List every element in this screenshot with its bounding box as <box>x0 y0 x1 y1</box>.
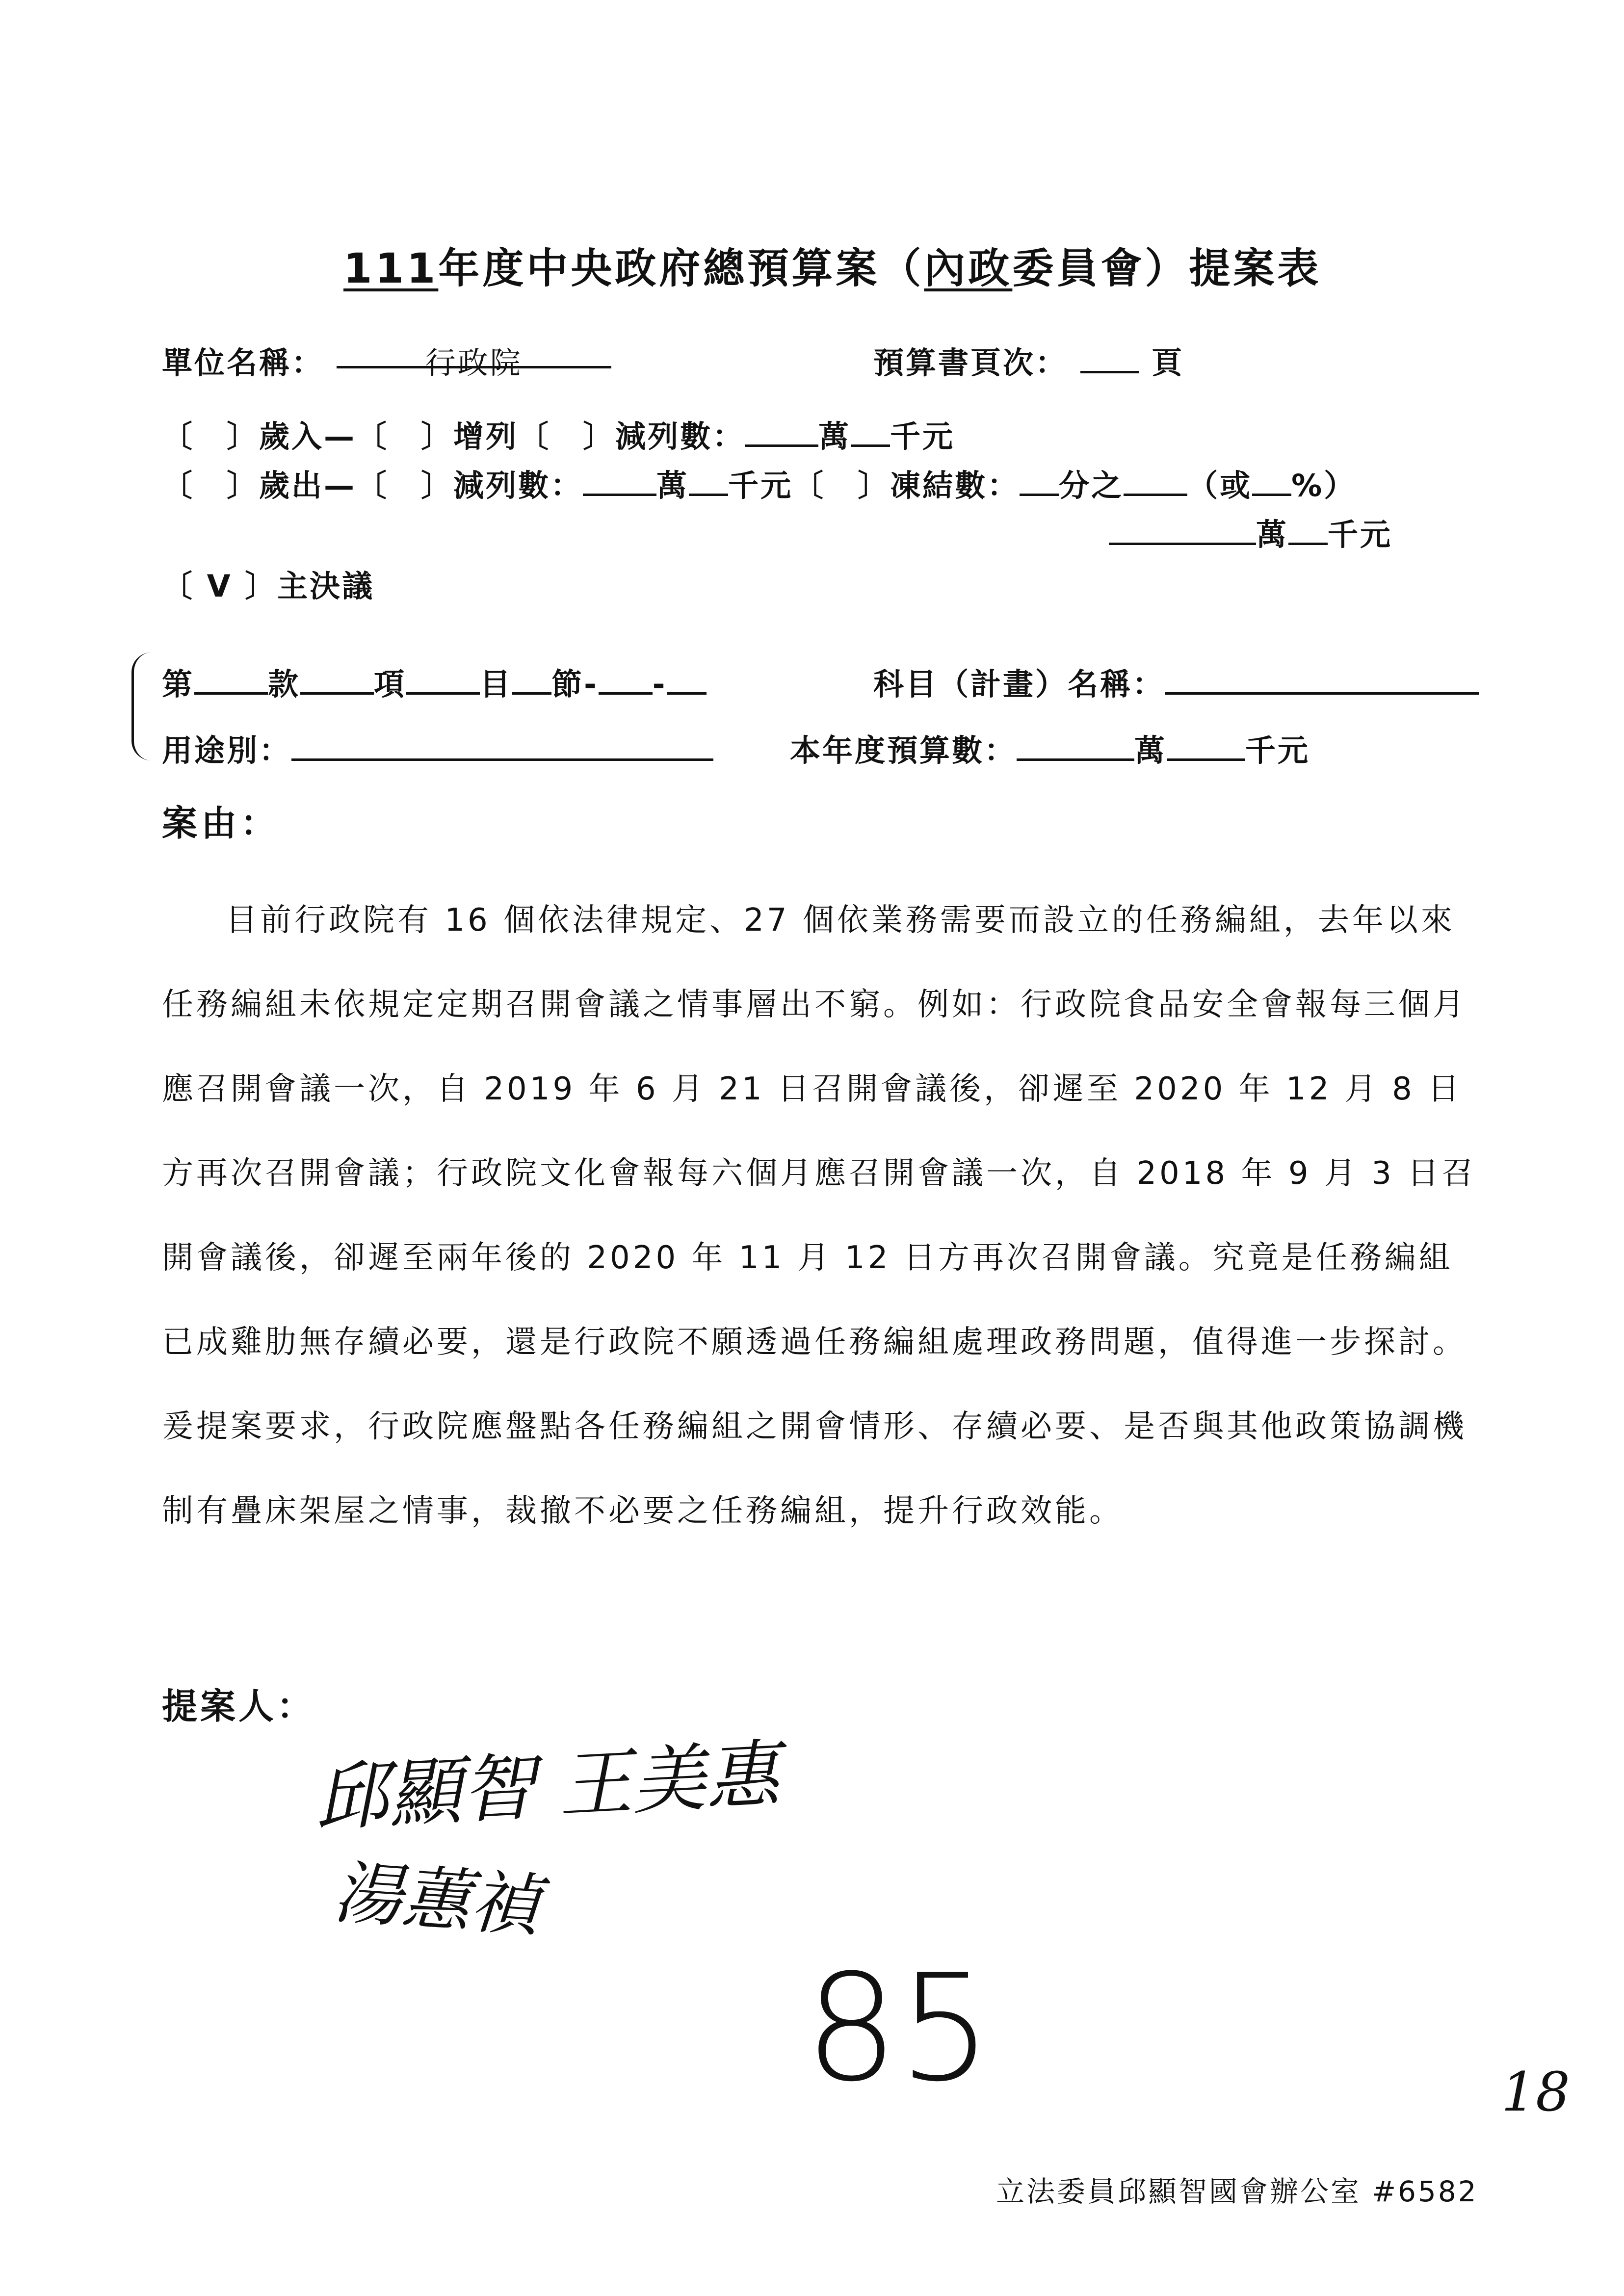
subject-name-row <box>873 660 1479 704</box>
expense-wan-field[interactable] <box>583 466 656 496</box>
revenue-row: 〔 〕歲入—〔 〕增列〔 〕減列數： 萬 千元 <box>162 412 955 456</box>
increase-checkbox[interactable]: 〔 〕 <box>356 418 454 454</box>
use-field[interactable] <box>291 731 713 761</box>
expense-row: 〔 〕歲出—〔 〕減列數： 萬 千元〔 〕凍結數： 分之 （或 %） <box>162 461 1356 505</box>
budget-amount-row: 本年度預算數： 萬 千元 <box>790 726 1310 770</box>
page-mark: 18 <box>1501 2061 1570 2123</box>
expense-decrease-checkbox[interactable]: 〔 〕 <box>356 468 454 503</box>
subject-name-label: 科目（計畫）名稱： <box>873 666 1165 702</box>
freeze-percent-field[interactable] <box>1252 466 1291 496</box>
revenue-wan-field[interactable] <box>745 417 818 447</box>
page-label: 預算書頁次： <box>873 345 1068 381</box>
proposer-label: 提案人： <box>162 1686 315 1727</box>
reason-body: 目前行政院有 16 個依法律規定、27 個依業務需要而設立的任務編組，去年以來任務編組未依規定定期召開會議之情事層出不窮。例如：行政院食品安全會報每三個月應召開會議一次，自 2019 年 6 月 21 日召開會議後，卻遲至 2020 年 12 月 8 日方再次召開會議；行政院文化會報每六個月應召開會議一次，自 2018 年 9 月 3 日召開會議後，卻遲至兩年後的 2020 年 11 月 12 日方再次召開會議。究竟是任務編組已成雞肋無存續必要，還是行政院不願透過任務編組處理政務問題，值得進一步探討。爰提案要求，行政院應盤點各任務編組之開會情形、存續必要、是否與其他政策協調機制有疊床架屋之情事，裁撤不必要之任務編組，提升行政效能。 <box>162 902 1476 1529</box>
sub-field-2[interactable] <box>667 665 707 695</box>
kuan-field[interactable] <box>194 665 268 695</box>
freeze-numerator-field[interactable] <box>1124 466 1187 496</box>
subject-row: 第 款 項 目 節- - <box>162 660 707 704</box>
sub-field-1[interactable] <box>599 665 653 695</box>
revenue-checkbox[interactable]: 〔 〕 <box>162 418 260 454</box>
revenue-decrease-checkbox[interactable]: 〔 〕 <box>518 418 616 454</box>
reason-heading: 案由： <box>162 803 280 844</box>
signature-line-2: 湯蕙禎 <box>330 1852 542 1947</box>
office-footer: 立法委員邱顯智國會辦公室 #6582 <box>996 2175 1478 2208</box>
page-suffix: 頁 <box>1152 345 1184 381</box>
freeze-denominator-field[interactable] <box>1020 466 1059 496</box>
budget-page-row <box>873 339 1184 382</box>
freeze-checkbox[interactable]: 〔 〕 <box>793 468 891 503</box>
use-row <box>162 726 713 770</box>
title-committee: 內政 <box>924 244 1013 292</box>
title-year: 111 <box>343 244 439 292</box>
main-resolution-label: 主決議 <box>277 568 375 604</box>
form-title: 111年度中央政府總預算案（內政委員會）提案表 <box>343 244 1322 292</box>
handwritten-number: 85 <box>805 1943 992 2114</box>
freeze-qian-field[interactable] <box>1288 515 1328 545</box>
mu-field[interactable] <box>406 665 480 695</box>
subject-name-field[interactable] <box>1165 665 1479 695</box>
bracket-divider <box>131 652 154 760</box>
expense-qian-field[interactable] <box>689 466 728 496</box>
jie-field[interactable] <box>512 665 551 695</box>
unit-row <box>162 339 611 382</box>
page-field[interactable] <box>1080 343 1139 373</box>
budget-wan-field[interactable] <box>1017 731 1134 761</box>
expense-checkbox[interactable]: 〔 〕 <box>162 468 260 503</box>
budget-amount-label: 本年度預算數： <box>790 732 1017 768</box>
main-resolution-row <box>162 562 374 605</box>
revenue-qian-field[interactable] <box>851 417 890 447</box>
main-resolution-checkbox[interactable]: 〔 V 〕 <box>162 568 278 604</box>
freeze-wan-field[interactable] <box>1109 515 1256 545</box>
freeze-amount-row: 萬 千元 <box>1109 510 1392 554</box>
unit-field[interactable]: 行政院 <box>337 339 611 368</box>
use-label: 用途別： <box>162 732 292 768</box>
signature-line-1: 邱顯智 王美惠 <box>312 1732 782 1842</box>
budget-qian-field[interactable] <box>1167 731 1245 761</box>
unit-label: 單位名稱： <box>162 345 324 381</box>
xiang-field[interactable] <box>300 665 374 695</box>
